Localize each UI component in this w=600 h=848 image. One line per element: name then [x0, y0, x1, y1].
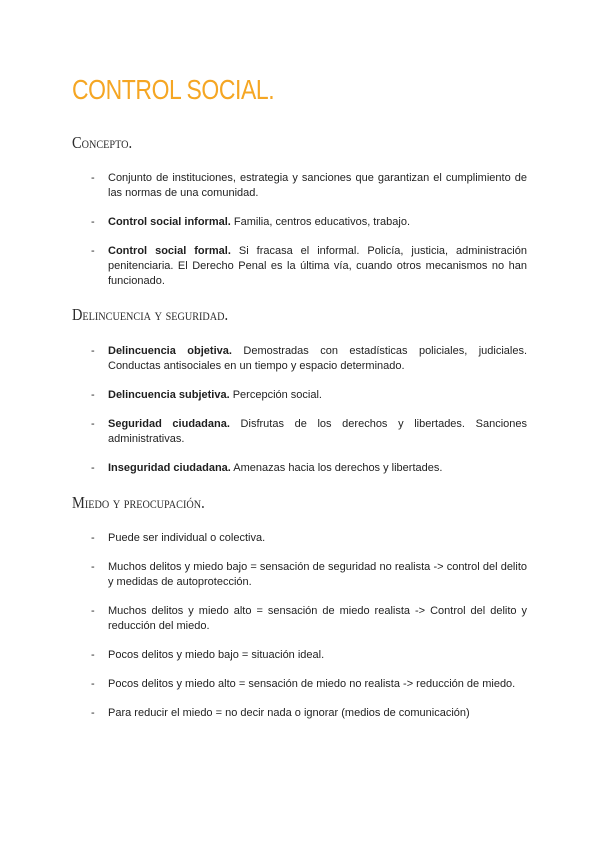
bullet-dash: - — [91, 172, 95, 184]
item-text: Disfrutas de los derechos y libertades. Sanciones administrativas. — [108, 418, 527, 445]
bullet-dash: - — [91, 245, 95, 257]
bullet-dash: - — [91, 418, 95, 430]
list-item — [0, 461, 527, 476]
item-term: Delincuencia subjetiva. — [108, 389, 230, 401]
item-text: Conjunto de instituciones, estrategia y sanciones que garantizan el cumplimiento de las normas de una comunidad. — [108, 172, 527, 199]
item-text: Si fracasa el informal. Policía, justicia, administración penitenciaria. El Derecho Penal es la última vía, cuando otros mecanismos no han funcionado. — [108, 245, 527, 287]
item-term: Delincuencia objetiva. — [108, 345, 232, 357]
item-text: Puede ser individual o colectiva. — [108, 532, 266, 544]
section-heading-miedo: Miedo y preocupación. — [72, 493, 205, 512]
item-text: Muchos delitos y miedo alto = sensación de miedo realista -> Control del delito y reducción del miedo. — [108, 605, 527, 632]
bullet-dash: - — [91, 462, 95, 474]
list-item — [0, 706, 527, 721]
bullet-dash: - — [91, 216, 95, 228]
list-item — [0, 648, 527, 663]
item-text: Pocos delitos y miedo bajo = situación ideal. — [108, 649, 325, 661]
item-text: Percepción social. — [229, 389, 322, 401]
list-item — [0, 531, 527, 546]
section-heading-delincuencia: Delincuencia y seguridad. — [72, 305, 229, 324]
list-item — [0, 244, 527, 289]
list-item — [0, 171, 527, 201]
bullet-dash: - — [91, 532, 95, 544]
list-item — [0, 560, 527, 590]
bullet-dash: - — [91, 707, 95, 719]
item-text: Familia, centros educativos, trabajo. — [230, 216, 410, 228]
item-text: Muchos delitos y miedo bajo = sensación de seguridad no realista -> control del delito y medidas de autoprotección. — [108, 561, 527, 588]
bullet-dash: - — [91, 389, 95, 401]
item-term: Seguridad ciudadana. — [108, 418, 230, 430]
item-text: Amenazas hacia los derechos y libertades. — [230, 462, 443, 474]
item-text: Pocos delitos y miedo alto = sensación de miedo no realista -> reducción de miedo. — [108, 678, 516, 690]
item-term: Control social formal. — [108, 245, 231, 257]
item-text: Demostradas con estadísticas policiales, judiciales. Conductas antisociales en un tiempo y espacio determinado. — [108, 345, 527, 372]
bullet-dash: - — [91, 649, 95, 661]
section-list-delincuencia — [0, 344, 600, 490]
section-heading-concepto: Concepto. — [72, 133, 133, 152]
list-item — [0, 604, 527, 634]
list-item — [0, 677, 527, 692]
item-term: Control social informal. — [108, 216, 231, 228]
list-item — [0, 215, 527, 230]
section-list-miedo — [0, 531, 600, 735]
item-term: Inseguridad ciudadana. — [108, 462, 231, 474]
page-title: CONTROL SOCIAL. — [72, 74, 275, 105]
item-text: Para reducir el miedo = no decir nada o ignorar (medios de comunicación) — [108, 707, 470, 719]
bullet-dash: - — [91, 561, 95, 573]
list-item — [0, 388, 527, 403]
section-list-concepto — [0, 171, 600, 303]
bullet-dash: - — [91, 678, 95, 690]
bullet-dash: - — [91, 345, 95, 357]
list-item — [0, 344, 527, 374]
bullet-dash: - — [91, 605, 95, 617]
list-item — [0, 417, 527, 447]
